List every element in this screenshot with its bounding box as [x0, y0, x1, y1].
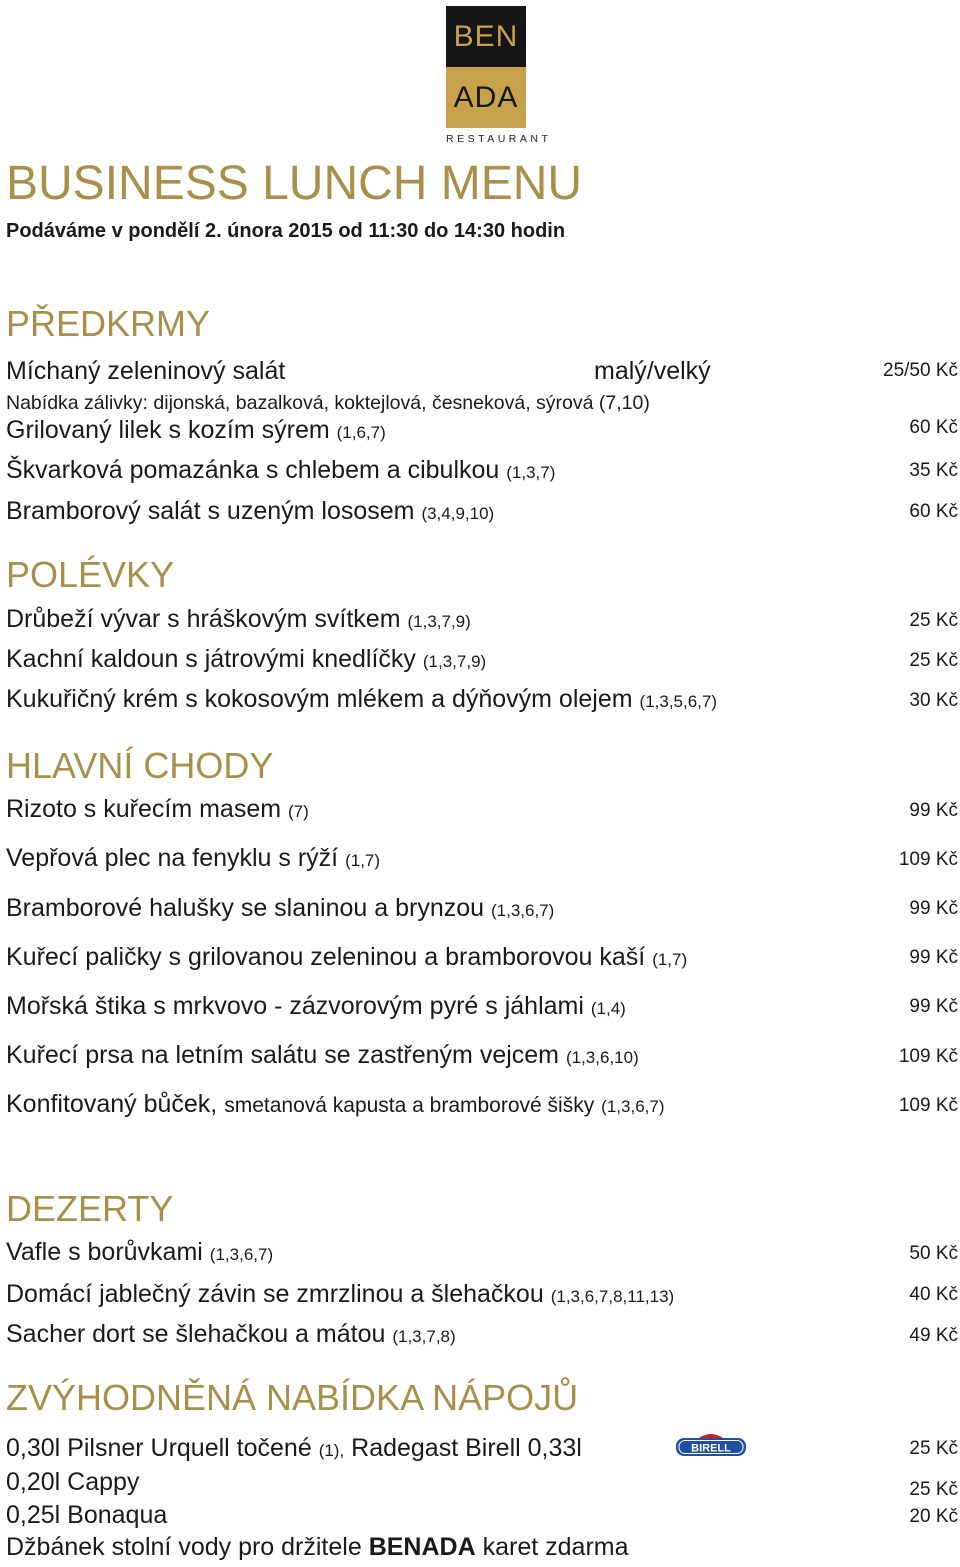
menu-item-name: Kuřecí paličky s grilovanou zeleninou a bramborovou kaší: [6, 943, 646, 971]
menu-item: [6, 645, 486, 674]
menu-item-price: 60 Kč: [909, 417, 958, 438]
brand-name: BENADA: [368, 1533, 476, 1561]
drink-item: 0,20l Cappy: [6, 1468, 140, 1496]
menu-item-name: Kukuřičný krém s kokosovým mlékem a dýňovým olejem: [6, 685, 633, 713]
birell-logo-icon: [675, 1429, 747, 1459]
menu-item-name: Bramborové halušky se slaninou a brynzou: [6, 894, 485, 922]
menu-item: [6, 1320, 456, 1349]
menu-item: [6, 1041, 639, 1070]
menu-item-price: 49 Kč: [909, 1325, 958, 1346]
menu-item-price: 99 Kč: [909, 800, 958, 821]
menu-item-price: 35 Kč: [909, 460, 958, 481]
menu-item: [6, 1090, 664, 1119]
menu-item-name: Škvarková pomazánka s chlebem a cibulkou: [6, 456, 500, 484]
menu-item: [6, 894, 554, 923]
menu-item-name: Vepřová plec na fenyklu s rýží: [6, 844, 339, 872]
menu-item-name: Míchaný zeleninový salát: [6, 357, 286, 385]
drink-price: 25 Kč: [909, 1438, 958, 1459]
menu-item: [6, 1280, 674, 1309]
allergens: (1,3,5,6,7): [639, 692, 718, 711]
menu-item: [6, 992, 626, 1021]
menu-item-note: smetanová kapusta a bramborové šišky: [224, 1094, 595, 1117]
allergens: (1,6,7): [336, 423, 386, 442]
water-offer: [6, 1533, 629, 1562]
menu-item: [6, 1238, 273, 1267]
menu-date: Podáváme v pondělí 2. února 2015 od 11:30 do 14:30 hodin: [6, 220, 566, 242]
section-title-predkrmy: PŘEDKRMY: [6, 303, 211, 344]
section-title-hlavni-chody: HLAVNÍ CHODY: [6, 745, 274, 786]
drink-name: 0,30l Pilsner Urquell točené: [6, 1434, 312, 1462]
menu-item-price: 99 Kč: [909, 898, 958, 919]
menu-item-name: Mořská štika s mrkvovo - zázvorovým pyré s jáhlami: [6, 992, 584, 1020]
menu-item: [6, 497, 494, 526]
drink-price: 25 Kč: [909, 1479, 958, 1500]
section-title-polevky: POLÉVKY: [6, 554, 175, 595]
menu-item-price: 99 Kč: [909, 947, 958, 968]
size-label: malý/velký: [594, 357, 711, 385]
menu-item-name: Vafle s borůvkami: [6, 1238, 203, 1266]
menu-title: BUSINESS LUNCH MENU: [6, 157, 583, 210]
menu-item-name: Drůbeží vývar s hráškovým svítkem: [6, 605, 401, 633]
logo-line-1: BEN: [446, 6, 526, 67]
drink-item: [6, 1434, 582, 1463]
menu-item-name: Grilovaný lilek s kozím sýrem: [6, 416, 330, 444]
water-offer-tail: karet zdarma: [482, 1533, 629, 1561]
water-offer-text: Džbánek stolní vody pro držitele: [6, 1533, 362, 1561]
menu-item: [6, 605, 471, 634]
menu-item: [6, 844, 380, 873]
menu-item-price: 109 Kč: [898, 1046, 958, 1067]
allergens: (1,4): [590, 999, 626, 1018]
menu-item-price: 50 Kč: [909, 1243, 958, 1264]
menu-item-name: Kuřecí prsa na letním salátu se zastřeným vejcem: [6, 1041, 560, 1069]
menu-item-price: 60 Kč: [909, 501, 958, 522]
allergens: (1,7): [345, 851, 381, 870]
allergens: (1,3,6,10): [565, 1048, 639, 1067]
menu-item-name: Konfitovaný bůček,: [6, 1090, 218, 1118]
allergens: (1,7): [652, 950, 688, 969]
birell-logo-text: BIRELL: [691, 1442, 731, 1455]
menu-item-price: 109 Kč: [898, 1095, 958, 1116]
logo-line-2: ADA: [446, 67, 526, 128]
allergens: (1,3,6,7): [209, 1245, 274, 1264]
allergens: (1),: [318, 1441, 345, 1460]
menu-item-price: 109 Kč: [898, 849, 958, 870]
allergens: (3,4,9,10): [421, 504, 495, 523]
section-title-dezerty: DEZERTY: [6, 1188, 174, 1229]
menu-item-name: Rizoto s kuřecím masem: [6, 795, 282, 823]
menu-item: [6, 456, 555, 485]
allergens: (1,3,6,7): [601, 1097, 665, 1116]
restaurant-logo: [446, 6, 552, 148]
allergens: (1,3,7,9): [422, 652, 487, 671]
menu-item: [6, 943, 687, 972]
menu-item-price: 30 Kč: [909, 690, 958, 711]
menu-item-price: 25 Kč: [909, 610, 958, 631]
allergens: (1,3,7,8): [392, 1327, 456, 1346]
drink-price: 20 Kč: [909, 1506, 958, 1527]
menu-item-name: Domácí jablečný závin se zmrzlinou a šlehačkou: [6, 1280, 544, 1308]
menu-item: [6, 795, 309, 824]
menu-item-price: 40 Kč: [909, 1284, 958, 1305]
menu-item-price: 25 Kč: [909, 650, 958, 671]
menu-item: [6, 416, 386, 445]
menu-item-price: 25/50 Kč: [883, 360, 958, 381]
drink-item: 0,25l Bonaqua: [6, 1501, 168, 1529]
dressing-options: Nabídka zálivky: dijonská, bazalková, koktejlová, česneková, sýrová (7,10): [6, 392, 650, 414]
drink-extra: Radegast Birell 0,33l: [351, 1434, 582, 1462]
logo-subtitle: RESTAURANT: [446, 133, 552, 145]
menu-item-price: 99 Kč: [909, 996, 958, 1017]
section-title-napoje: ZVÝHODNĚNÁ NABÍDKA NÁPOJŮ: [6, 1377, 579, 1418]
allergens: (1,3,6,7,8,11,13): [550, 1287, 675, 1306]
menu-item-name: Kachní kaldoun s játrovými knedlíčky: [6, 645, 416, 673]
allergens: (1,3,7): [506, 463, 556, 482]
allergens: (1,3,6,7): [491, 901, 555, 920]
menu-item: [6, 685, 717, 714]
allergens: (1,3,7,9): [407, 612, 471, 631]
menu-item-name: Bramborový salát s uzeným lososem: [6, 497, 415, 525]
allergens: (7): [288, 802, 309, 821]
menu-item-name: Sacher dort se šlehačkou a mátou: [6, 1320, 386, 1348]
